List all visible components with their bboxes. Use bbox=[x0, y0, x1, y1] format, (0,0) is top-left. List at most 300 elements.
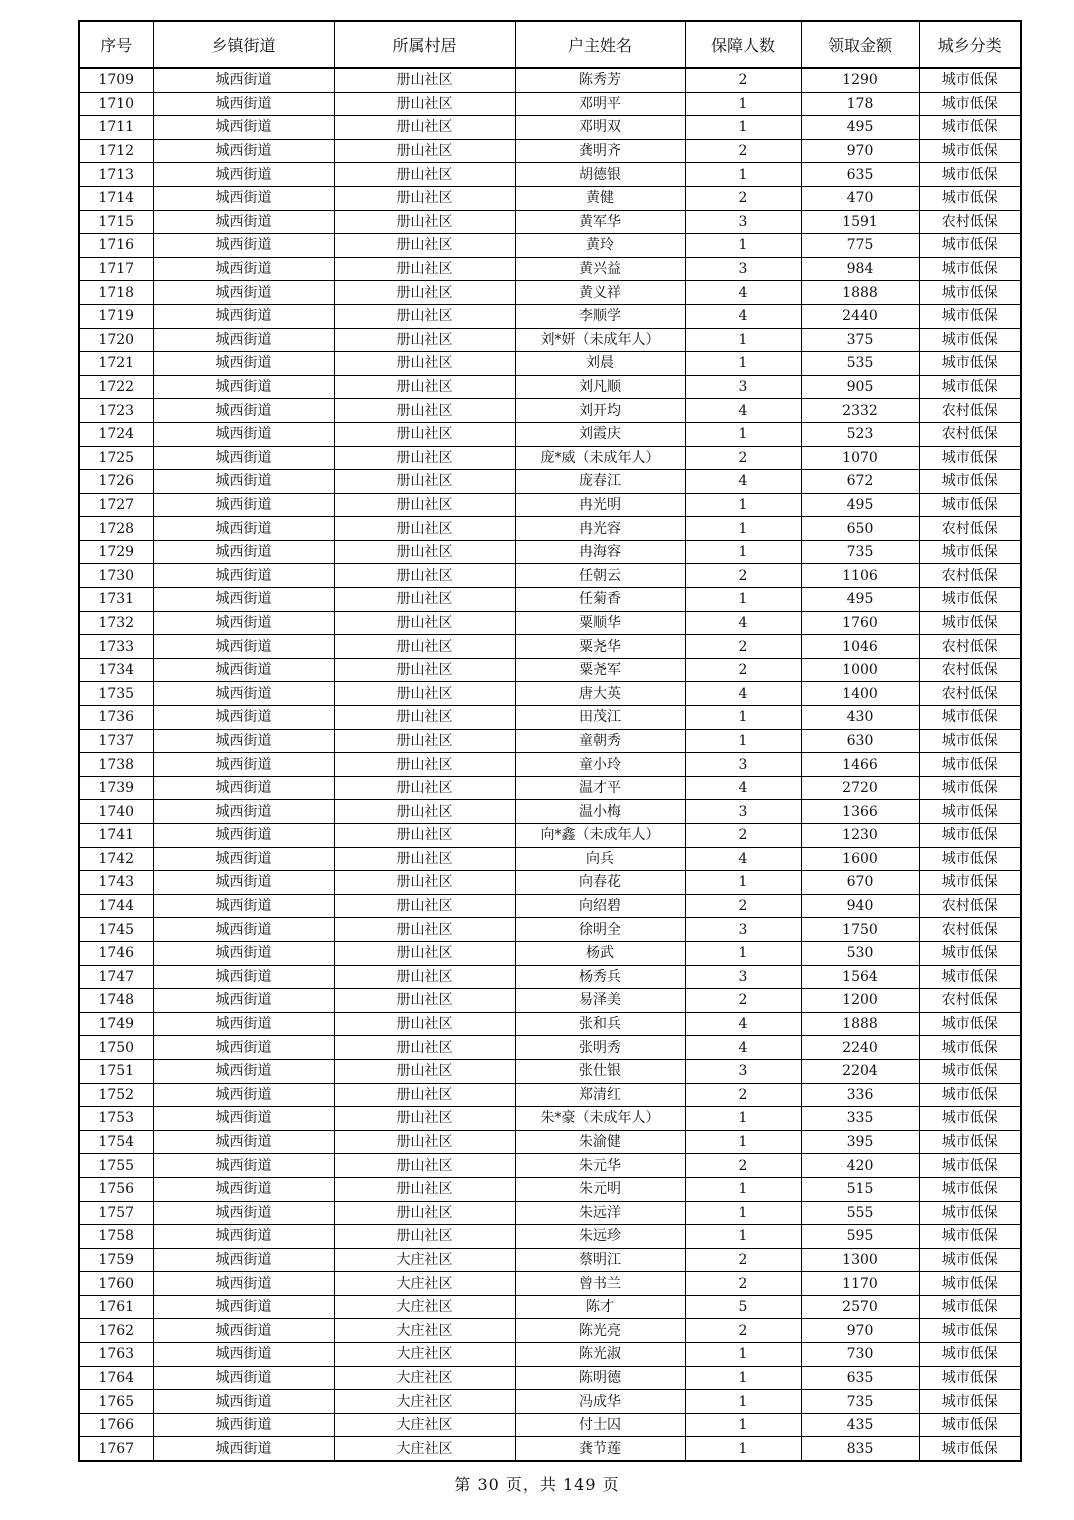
cell-serial-number: 1734 bbox=[79, 658, 153, 682]
cell-serial-number: 1722 bbox=[79, 375, 153, 399]
table-row bbox=[79, 163, 1021, 187]
table-row bbox=[79, 729, 1021, 753]
cell-urban-rural-category: 农村低保 bbox=[919, 894, 1021, 918]
cell-serial-number: 1752 bbox=[79, 1083, 153, 1107]
cell-household-head: 曾书兰 bbox=[515, 1272, 685, 1296]
cell-amount: 335 bbox=[801, 1107, 919, 1131]
cell-subdistrict: 城西街道 bbox=[153, 753, 334, 777]
cell-amount: 1290 bbox=[801, 68, 919, 92]
cell-serial-number: 1741 bbox=[79, 824, 153, 848]
table-row bbox=[79, 399, 1021, 423]
cell-subdistrict: 城西街道 bbox=[153, 965, 334, 989]
cell-urban-rural-category: 城市低保 bbox=[919, 753, 1021, 777]
cell-community: 册山社区 bbox=[334, 635, 515, 659]
cell-subdistrict: 城西街道 bbox=[153, 941, 334, 965]
table-row bbox=[79, 894, 1021, 918]
cell-community: 册山社区 bbox=[334, 257, 515, 281]
cell-amount: 495 bbox=[801, 493, 919, 517]
cell-amount: 1230 bbox=[801, 824, 919, 848]
cell-urban-rural-category: 城市低保 bbox=[919, 352, 1021, 376]
cell-community: 册山社区 bbox=[334, 139, 515, 163]
table-row bbox=[79, 234, 1021, 258]
cell-community: 册山社区 bbox=[334, 116, 515, 140]
cell-amount: 2240 bbox=[801, 1036, 919, 1060]
cell-urban-rural-category: 城市低保 bbox=[919, 965, 1021, 989]
cell-covered-persons: 2 bbox=[685, 824, 801, 848]
table-row bbox=[79, 989, 1021, 1013]
cell-community: 大庄社区 bbox=[334, 1272, 515, 1296]
cell-urban-rural-category: 城市低保 bbox=[919, 847, 1021, 871]
cell-community: 册山社区 bbox=[334, 1201, 515, 1225]
cell-serial-number: 1730 bbox=[79, 564, 153, 588]
cell-amount: 595 bbox=[801, 1225, 919, 1249]
cell-household-head: 任菊香 bbox=[515, 588, 685, 612]
cell-covered-persons: 4 bbox=[685, 304, 801, 328]
cell-subdistrict: 城西街道 bbox=[153, 1036, 334, 1060]
cell-subdistrict: 城西街道 bbox=[153, 234, 334, 258]
cell-community: 册山社区 bbox=[334, 918, 515, 942]
cell-urban-rural-category: 城市低保 bbox=[919, 1272, 1021, 1296]
cell-serial-number: 1750 bbox=[79, 1036, 153, 1060]
cell-covered-persons: 2 bbox=[685, 1154, 801, 1178]
cell-amount: 1888 bbox=[801, 281, 919, 305]
cell-serial-number: 1739 bbox=[79, 776, 153, 800]
cell-subdistrict: 城西街道 bbox=[153, 635, 334, 659]
cell-community: 册山社区 bbox=[334, 706, 515, 730]
cell-amount: 435 bbox=[801, 1413, 919, 1437]
cell-household-head: 陈光亮 bbox=[515, 1319, 685, 1343]
cell-urban-rural-category: 城市低保 bbox=[919, 1295, 1021, 1319]
cell-household-head: 冉光明 bbox=[515, 493, 685, 517]
cell-community: 册山社区 bbox=[334, 847, 515, 871]
cell-household-head: 杨武 bbox=[515, 941, 685, 965]
cell-household-head: 李顺学 bbox=[515, 304, 685, 328]
cell-amount: 495 bbox=[801, 588, 919, 612]
cell-community: 册山社区 bbox=[334, 1225, 515, 1249]
cell-community: 册山社区 bbox=[334, 965, 515, 989]
cell-community: 册山社区 bbox=[334, 517, 515, 541]
header-row bbox=[79, 21, 1021, 68]
cell-amount: 905 bbox=[801, 375, 919, 399]
cell-community: 册山社区 bbox=[334, 1012, 515, 1036]
table-row bbox=[79, 1083, 1021, 1107]
cell-subdistrict: 城西街道 bbox=[153, 1201, 334, 1225]
cell-household-head: 杨秀兵 bbox=[515, 965, 685, 989]
cell-community: 册山社区 bbox=[334, 658, 515, 682]
cell-household-head: 张和兵 bbox=[515, 1012, 685, 1036]
cell-covered-persons: 2 bbox=[685, 894, 801, 918]
cell-covered-persons: 4 bbox=[685, 281, 801, 305]
cell-serial-number: 1717 bbox=[79, 257, 153, 281]
cell-amount: 420 bbox=[801, 1154, 919, 1178]
cell-serial-number: 1756 bbox=[79, 1177, 153, 1201]
cell-community: 册山社区 bbox=[334, 1177, 515, 1201]
cell-amount: 735 bbox=[801, 1390, 919, 1414]
cell-household-head: 黄义祥 bbox=[515, 281, 685, 305]
cell-serial-number: 1745 bbox=[79, 918, 153, 942]
header-covered-persons: 保障人数 bbox=[685, 21, 801, 68]
table-row bbox=[79, 635, 1021, 659]
cell-subdistrict: 城西街道 bbox=[153, 658, 334, 682]
cell-community: 册山社区 bbox=[334, 753, 515, 777]
cell-household-head: 唐大英 bbox=[515, 682, 685, 706]
cell-community: 大庄社区 bbox=[334, 1437, 515, 1461]
cell-serial-number: 1764 bbox=[79, 1366, 153, 1390]
cell-subdistrict: 城西街道 bbox=[153, 1272, 334, 1296]
cell-household-head: 庞春江 bbox=[515, 470, 685, 494]
cell-household-head: 邓明平 bbox=[515, 92, 685, 116]
cell-urban-rural-category: 农村低保 bbox=[919, 210, 1021, 234]
table-row bbox=[79, 493, 1021, 517]
cell-subdistrict: 城西街道 bbox=[153, 1437, 334, 1461]
cell-amount: 2204 bbox=[801, 1059, 919, 1083]
cell-covered-persons: 2 bbox=[685, 139, 801, 163]
cell-covered-persons: 1 bbox=[685, 1130, 801, 1154]
cell-subdistrict: 城西街道 bbox=[153, 824, 334, 848]
table-row bbox=[79, 847, 1021, 871]
table-row bbox=[79, 1225, 1021, 1249]
cell-household-head: 向春花 bbox=[515, 871, 685, 895]
cell-covered-persons: 1 bbox=[685, 328, 801, 352]
table-row bbox=[79, 918, 1021, 942]
cell-urban-rural-category: 城市低保 bbox=[919, 304, 1021, 328]
cell-amount: 395 bbox=[801, 1130, 919, 1154]
cell-amount: 984 bbox=[801, 257, 919, 281]
cell-covered-persons: 1 bbox=[685, 871, 801, 895]
cell-subdistrict: 城西街道 bbox=[153, 257, 334, 281]
cell-urban-rural-category: 城市低保 bbox=[919, 1319, 1021, 1343]
cell-amount: 970 bbox=[801, 1319, 919, 1343]
page-number-footer: 第 30 页，共 149 页 bbox=[454, 1475, 620, 1494]
cell-subdistrict: 城西街道 bbox=[153, 894, 334, 918]
cell-urban-rural-category: 城市低保 bbox=[919, 824, 1021, 848]
cell-urban-rural-category: 城市低保 bbox=[919, 588, 1021, 612]
cell-amount: 650 bbox=[801, 517, 919, 541]
cell-subdistrict: 城西街道 bbox=[153, 210, 334, 234]
cell-household-head: 粟顺华 bbox=[515, 611, 685, 635]
table-row bbox=[79, 1248, 1021, 1272]
cell-covered-persons: 1 bbox=[685, 1343, 801, 1367]
cell-subdistrict: 城西街道 bbox=[153, 1343, 334, 1367]
cell-community: 册山社区 bbox=[334, 800, 515, 824]
cell-subdistrict: 城西街道 bbox=[153, 729, 334, 753]
header-subdistrict: 乡镇街道 bbox=[153, 21, 334, 68]
cell-serial-number: 1758 bbox=[79, 1225, 153, 1249]
cell-household-head: 田茂江 bbox=[515, 706, 685, 730]
cell-serial-number: 1736 bbox=[79, 706, 153, 730]
cell-urban-rural-category: 城市低保 bbox=[919, 493, 1021, 517]
cell-serial-number: 1711 bbox=[79, 116, 153, 140]
table-row bbox=[79, 800, 1021, 824]
cell-serial-number: 1732 bbox=[79, 611, 153, 635]
cell-serial-number: 1712 bbox=[79, 139, 153, 163]
cell-amount: 630 bbox=[801, 729, 919, 753]
cell-serial-number: 1747 bbox=[79, 965, 153, 989]
cell-community: 册山社区 bbox=[334, 163, 515, 187]
cell-urban-rural-category: 城市低保 bbox=[919, 1201, 1021, 1225]
cell-amount: 555 bbox=[801, 1201, 919, 1225]
cell-community: 册山社区 bbox=[334, 540, 515, 564]
cell-amount: 495 bbox=[801, 116, 919, 140]
cell-subdistrict: 城西街道 bbox=[153, 847, 334, 871]
cell-household-head: 付士囚 bbox=[515, 1413, 685, 1437]
cell-subdistrict: 城西街道 bbox=[153, 517, 334, 541]
cell-household-head: 童小玲 bbox=[515, 753, 685, 777]
cell-household-head: 黄玲 bbox=[515, 234, 685, 258]
cell-covered-persons: 1 bbox=[685, 1107, 801, 1131]
cell-covered-persons: 4 bbox=[685, 847, 801, 871]
cell-urban-rural-category: 农村低保 bbox=[919, 635, 1021, 659]
cell-covered-persons: 2 bbox=[685, 635, 801, 659]
cell-subdistrict: 城西街道 bbox=[153, 281, 334, 305]
table-row bbox=[79, 1130, 1021, 1154]
cell-household-head: 易泽美 bbox=[515, 989, 685, 1013]
cell-amount: 730 bbox=[801, 1343, 919, 1367]
cell-amount: 672 bbox=[801, 470, 919, 494]
cell-urban-rural-category: 城市低保 bbox=[919, 163, 1021, 187]
cell-covered-persons: 1 bbox=[685, 1390, 801, 1414]
cell-amount: 670 bbox=[801, 871, 919, 895]
cell-covered-persons: 3 bbox=[685, 375, 801, 399]
cell-amount: 1070 bbox=[801, 446, 919, 470]
cell-covered-persons: 1 bbox=[685, 517, 801, 541]
table-row bbox=[79, 328, 1021, 352]
cell-covered-persons: 2 bbox=[685, 186, 801, 210]
cell-urban-rural-category: 城市低保 bbox=[919, 1036, 1021, 1060]
header-serial-number: 序号 bbox=[79, 21, 153, 68]
table-row bbox=[79, 92, 1021, 116]
cell-subdistrict: 城西街道 bbox=[153, 163, 334, 187]
cell-subdistrict: 城西街道 bbox=[153, 493, 334, 517]
cell-covered-persons: 1 bbox=[685, 163, 801, 187]
table-row bbox=[79, 564, 1021, 588]
cell-household-head: 朱远洋 bbox=[515, 1201, 685, 1225]
cell-subdistrict: 城西街道 bbox=[153, 328, 334, 352]
table-row bbox=[79, 446, 1021, 470]
cell-serial-number: 1724 bbox=[79, 422, 153, 446]
cell-urban-rural-category: 城市低保 bbox=[919, 139, 1021, 163]
table-row bbox=[79, 965, 1021, 989]
cell-community: 大庄社区 bbox=[334, 1319, 515, 1343]
cell-community: 大庄社区 bbox=[334, 1390, 515, 1414]
cell-household-head: 张明秀 bbox=[515, 1036, 685, 1060]
table-row bbox=[79, 68, 1021, 92]
cell-urban-rural-category: 农村低保 bbox=[919, 989, 1021, 1013]
cell-covered-persons: 3 bbox=[685, 753, 801, 777]
cell-community: 册山社区 bbox=[334, 234, 515, 258]
cell-serial-number: 1727 bbox=[79, 493, 153, 517]
table-row bbox=[79, 1437, 1021, 1461]
cell-serial-number: 1716 bbox=[79, 234, 153, 258]
table-row bbox=[79, 1413, 1021, 1437]
cell-covered-persons: 2 bbox=[685, 1248, 801, 1272]
cell-urban-rural-category: 城市低保 bbox=[919, 1366, 1021, 1390]
table-row bbox=[79, 1343, 1021, 1367]
cell-household-head: 刘霞庆 bbox=[515, 422, 685, 446]
cell-serial-number: 1709 bbox=[79, 68, 153, 92]
cell-community: 册山社区 bbox=[334, 1036, 515, 1060]
cell-serial-number: 1718 bbox=[79, 281, 153, 305]
cell-amount: 1200 bbox=[801, 989, 919, 1013]
cell-urban-rural-category: 城市低保 bbox=[919, 470, 1021, 494]
cell-urban-rural-category: 城市低保 bbox=[919, 281, 1021, 305]
cell-serial-number: 1744 bbox=[79, 894, 153, 918]
cell-serial-number: 1731 bbox=[79, 588, 153, 612]
cell-household-head: 冉海容 bbox=[515, 540, 685, 564]
cell-serial-number: 1735 bbox=[79, 682, 153, 706]
cell-covered-persons: 2 bbox=[685, 989, 801, 1013]
cell-urban-rural-category: 城市低保 bbox=[919, 611, 1021, 635]
cell-covered-persons: 1 bbox=[685, 234, 801, 258]
cell-urban-rural-category: 农村低保 bbox=[919, 399, 1021, 423]
cell-household-head: 粟尧军 bbox=[515, 658, 685, 682]
table-row bbox=[79, 139, 1021, 163]
cell-subdistrict: 城西街道 bbox=[153, 375, 334, 399]
relief-recipients-table bbox=[78, 20, 1022, 1462]
cell-urban-rural-category: 城市低保 bbox=[919, 1177, 1021, 1201]
cell-household-head: 童朝秀 bbox=[515, 729, 685, 753]
cell-subdistrict: 城西街道 bbox=[153, 116, 334, 140]
table-row bbox=[79, 1319, 1021, 1343]
cell-urban-rural-category: 城市低保 bbox=[919, 116, 1021, 140]
cell-serial-number: 1742 bbox=[79, 847, 153, 871]
cell-covered-persons: 1 bbox=[685, 941, 801, 965]
cell-amount: 1170 bbox=[801, 1272, 919, 1296]
cell-subdistrict: 城西街道 bbox=[153, 871, 334, 895]
cell-amount: 2332 bbox=[801, 399, 919, 423]
cell-serial-number: 1725 bbox=[79, 446, 153, 470]
cell-covered-persons: 1 bbox=[685, 422, 801, 446]
cell-amount: 336 bbox=[801, 1083, 919, 1107]
cell-urban-rural-category: 城市低保 bbox=[919, 1083, 1021, 1107]
cell-covered-persons: 5 bbox=[685, 1295, 801, 1319]
cell-community: 册山社区 bbox=[334, 588, 515, 612]
cell-serial-number: 1765 bbox=[79, 1390, 153, 1414]
cell-serial-number: 1719 bbox=[79, 304, 153, 328]
cell-serial-number: 1715 bbox=[79, 210, 153, 234]
cell-urban-rural-category: 农村低保 bbox=[919, 682, 1021, 706]
cell-covered-persons: 2 bbox=[685, 658, 801, 682]
cell-serial-number: 1720 bbox=[79, 328, 153, 352]
cell-community: 册山社区 bbox=[334, 375, 515, 399]
table-row bbox=[79, 257, 1021, 281]
cell-community: 大庄社区 bbox=[334, 1295, 515, 1319]
cell-subdistrict: 城西街道 bbox=[153, 304, 334, 328]
cell-serial-number: 1766 bbox=[79, 1413, 153, 1437]
cell-amount: 1760 bbox=[801, 611, 919, 635]
table-row bbox=[79, 1366, 1021, 1390]
cell-community: 册山社区 bbox=[334, 941, 515, 965]
cell-household-head: 任朝云 bbox=[515, 564, 685, 588]
cell-subdistrict: 城西街道 bbox=[153, 588, 334, 612]
table-row bbox=[79, 540, 1021, 564]
cell-covered-persons: 2 bbox=[685, 446, 801, 470]
cell-amount: 835 bbox=[801, 1437, 919, 1461]
table-row bbox=[79, 1012, 1021, 1036]
cell-serial-number: 1710 bbox=[79, 92, 153, 116]
cell-household-head: 徐明全 bbox=[515, 918, 685, 942]
cell-subdistrict: 城西街道 bbox=[153, 1248, 334, 1272]
cell-urban-rural-category: 城市低保 bbox=[919, 776, 1021, 800]
cell-urban-rural-category: 城市低保 bbox=[919, 1012, 1021, 1036]
cell-urban-rural-category: 城市低保 bbox=[919, 375, 1021, 399]
cell-serial-number: 1757 bbox=[79, 1201, 153, 1225]
cell-urban-rural-category: 城市低保 bbox=[919, 1437, 1021, 1461]
cell-serial-number: 1714 bbox=[79, 186, 153, 210]
cell-serial-number: 1740 bbox=[79, 800, 153, 824]
cell-community: 册山社区 bbox=[334, 1130, 515, 1154]
cell-community: 册山社区 bbox=[334, 1083, 515, 1107]
cell-covered-persons: 2 bbox=[685, 1319, 801, 1343]
cell-subdistrict: 城西街道 bbox=[153, 1225, 334, 1249]
cell-serial-number: 1713 bbox=[79, 163, 153, 187]
cell-urban-rural-category: 城市低保 bbox=[919, 1343, 1021, 1367]
cell-subdistrict: 城西街道 bbox=[153, 92, 334, 116]
cell-amount: 470 bbox=[801, 186, 919, 210]
cell-serial-number: 1763 bbox=[79, 1343, 153, 1367]
cell-amount: 530 bbox=[801, 941, 919, 965]
cell-household-head: 陈光淑 bbox=[515, 1343, 685, 1367]
cell-urban-rural-category: 城市低保 bbox=[919, 234, 1021, 258]
cell-household-head: 刘凡顺 bbox=[515, 375, 685, 399]
cell-amount: 2720 bbox=[801, 776, 919, 800]
cell-subdistrict: 城西街道 bbox=[153, 422, 334, 446]
cell-subdistrict: 城西街道 bbox=[153, 352, 334, 376]
cell-community: 大庄社区 bbox=[334, 1366, 515, 1390]
cell-urban-rural-category: 城市低保 bbox=[919, 257, 1021, 281]
table-row bbox=[79, 1154, 1021, 1178]
cell-serial-number: 1738 bbox=[79, 753, 153, 777]
cell-covered-persons: 3 bbox=[685, 965, 801, 989]
cell-amount: 775 bbox=[801, 234, 919, 258]
cell-subdistrict: 城西街道 bbox=[153, 1083, 334, 1107]
table-row bbox=[79, 1295, 1021, 1319]
cell-subdistrict: 城西街道 bbox=[153, 1413, 334, 1437]
cell-subdistrict: 城西街道 bbox=[153, 1059, 334, 1083]
cell-household-head: 温小梅 bbox=[515, 800, 685, 824]
cell-household-head: 张仕银 bbox=[515, 1059, 685, 1083]
cell-community: 册山社区 bbox=[334, 894, 515, 918]
cell-urban-rural-category: 城市低保 bbox=[919, 540, 1021, 564]
cell-urban-rural-category: 城市低保 bbox=[919, 92, 1021, 116]
cell-serial-number: 1749 bbox=[79, 1012, 153, 1036]
table-row bbox=[79, 1177, 1021, 1201]
cell-amount: 635 bbox=[801, 1366, 919, 1390]
cell-amount: 940 bbox=[801, 894, 919, 918]
cell-covered-persons: 1 bbox=[685, 1177, 801, 1201]
table-row bbox=[79, 824, 1021, 848]
cell-amount: 735 bbox=[801, 540, 919, 564]
cell-community: 册山社区 bbox=[334, 422, 515, 446]
cell-urban-rural-category: 农村低保 bbox=[919, 658, 1021, 682]
table-row bbox=[79, 588, 1021, 612]
cell-subdistrict: 城西街道 bbox=[153, 186, 334, 210]
cell-community: 册山社区 bbox=[334, 399, 515, 423]
cell-household-head: 蔡明江 bbox=[515, 1248, 685, 1272]
table-row bbox=[79, 352, 1021, 376]
cell-community: 册山社区 bbox=[334, 611, 515, 635]
cell-community: 册山社区 bbox=[334, 564, 515, 588]
cell-household-head: 向兵 bbox=[515, 847, 685, 871]
cell-covered-persons: 1 bbox=[685, 588, 801, 612]
cell-urban-rural-category: 城市低保 bbox=[919, 800, 1021, 824]
table-row bbox=[79, 611, 1021, 635]
cell-subdistrict: 城西街道 bbox=[153, 1012, 334, 1036]
table-row bbox=[79, 281, 1021, 305]
cell-amount: 1564 bbox=[801, 965, 919, 989]
cell-amount: 1300 bbox=[801, 1248, 919, 1272]
cell-covered-persons: 2 bbox=[685, 564, 801, 588]
